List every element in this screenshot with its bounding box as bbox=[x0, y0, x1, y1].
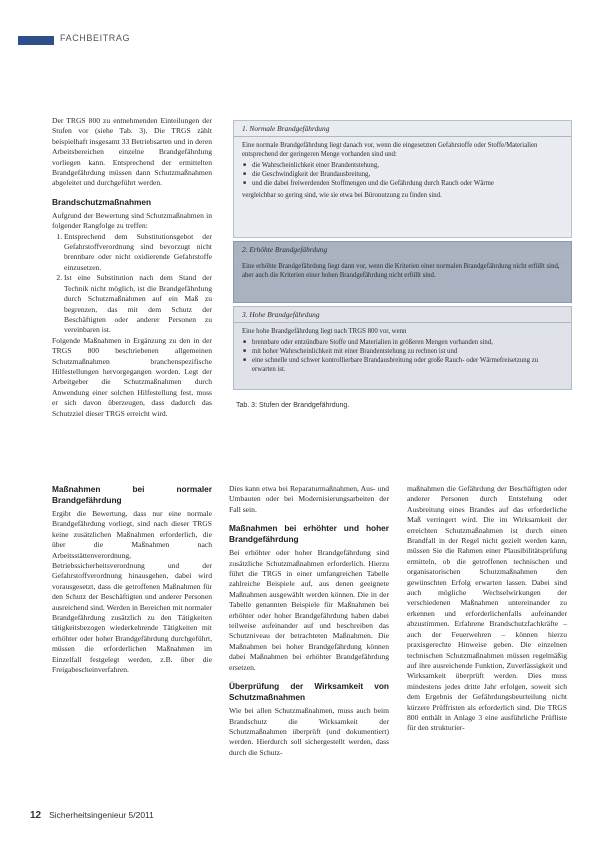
box-title: 1. Normale Brandgefährdung bbox=[234, 121, 571, 137]
page-number: 12 bbox=[30, 810, 42, 821]
body-paragraph: Bei erhöhter oder hoher Brandgefährdung sind zusätzliche Schutzmaßnahmen erforderlich. Hierzu führt die TRGS in einer umfangreichen Tabelle zahlreiche Beispiele auf, aus denen geeignete Maßnahmen ausgewählt werden können. Die in der Tabelle genannten Beispiele für Maßnahmen bei erhöhter oder hoher Brandgefährdung haben dabei teilweise aufeinander auf und beschreiben das Schutzniveau der betrachteten Maßnahmen. Die Maßnahmen bei hoher Brandgefährdung können dabei Maßnahmen bei erhöhter Brandgefährdung ersetzen. bbox=[229, 548, 389, 672]
box-text: Eine erhöhte Brandgefährdung liegt dann vor, wenn die Kriterien einer normalen Brandgefährdung nicht erfüllt sind, aber auch die Kriterien einer hohen Brandgefährdung nicht erfüllt sind. bbox=[242, 263, 560, 279]
box-title: 2. Erhöhte Brandgefährdung bbox=[234, 242, 571, 258]
section-color-bar bbox=[18, 36, 54, 45]
heading-brandschutzmassnahmen: Brandschutzmaßnahmen bbox=[52, 196, 152, 207]
heading-normal-hazard: Maßnahmen bei normaler Brandgefährdung bbox=[52, 484, 212, 505]
normal-hazard-box bbox=[233, 120, 572, 238]
box-text: Eine hohe Brandgefährdung liegt nach TRGS 800 vor, wenn bbox=[242, 328, 407, 335]
intro-paragraph: Der TRGS 800 zu entnehmenden Einteilungen der Stufen vor (siehe Tab. 3). Die TRGS zählt beispielhaft insgesamt 33 Betriebsarten und in deren Arbeitsbereichen einzelne Brandgefährdung vorliegen kann. Entsprechend der ermittelten Brandgefährdung müssen dann Schutzmaßnahmen abgeleitet und durchgeführt werden. bbox=[52, 116, 212, 188]
heading-increased-high-hazard: Maßnahmen bei erhöhter und hoher Brandgefährdung bbox=[229, 523, 389, 545]
box-list-item: ■ brennbare oder entzündbare Stoffe und Materialien in größeren Mengen vorhanden sind, bbox=[252, 338, 563, 347]
box-title: 3. Hohe Brandgefährdung bbox=[234, 307, 571, 323]
column-3 bbox=[407, 484, 567, 734]
figure-caption: Tab. 3: Stufen der Brandgefährdung. bbox=[236, 402, 350, 409]
lead-paragraph: Aufgrund der Bewertung sind Schutzmaßnahmen in folgender Rangfolge zu treffen: bbox=[52, 210, 212, 231]
box-list-item: ■ mit hoher Wahrscheinlichkeit mit einer Brandentstehung zu rechnen ist und bbox=[252, 347, 563, 356]
journal-name: Sicherheitsingenieur 5/2011 bbox=[49, 810, 154, 820]
section-label: FACHBEITRAG bbox=[60, 33, 131, 43]
increased-hazard-box bbox=[233, 241, 572, 303]
body-paragraph: Wie bei allen Schutzmaßnahmen, muss auch beim Brandschutz die Wirksamkeit der Schutzmaßnahmen überprüft (und dokumentiert) werden. Hierdurch soll sichergestellt werden, dass durch die Schutz- bbox=[229, 706, 389, 757]
body-paragraph: Dies kann etwa bei Reparaturmaßnahmen, Aus- und Umbauten oder bei Modernisierungsarbeiten der Fall sein. bbox=[229, 484, 389, 514]
numbered-list bbox=[52, 232, 212, 336]
column-1-lower bbox=[52, 484, 212, 676]
heading-effectiveness-check: Überprüfung der Wirksamkeit von Schutzmaßnahmen bbox=[229, 681, 389, 703]
body-paragraph: Ergibt die Bewertung, dass nur eine normale Brandgefährdung vorliegt, sind nach dieser TRGS keine zusätzlichen Maßnahmen erforderlich, die über die Maßnahmen nach Arbeitsstättenverordnung, Betriebssicherheitsverordnung und der Gefahrstoffverordnung hinausgehen, dabei wird vorausgesetzt, dass die getroffenen Maßnahmen für den Schutz der Beschäftigten und anderer Personen ausreichend sind. Werden in Bereichen mit normaler Brandgefährdung zusätzlich zu den Tätigkeiten tätigkeitsbezogen wiederkehrende Tätigkeiten mit erhöhter oder hoher Brandgefährdung durchgeführt, müssen die erforderlichen Maßnahmen im Einzelfall festgelegt werden, z.B. über die Freigabescheinverfahren. bbox=[52, 509, 212, 675]
box-list-item: ■ eine schnelle und schwer kontrollierbare Brandausbreitung oder große Rauch- oder Wärmefreisetzung zu erwarten ist. bbox=[252, 356, 563, 374]
box-text: Eine normale Brandgefährdung liegt danach vor, wenn die eingesetzten Gefahrstoffe oder Stoffe/Materialien entsprechend der geringeren Menge vorhanden sind und: bbox=[242, 142, 538, 158]
body-paragraph: maßnahmen die Gefährdung der Beschäftigten oder anderer Personen durch Entstehung oder Ausbreitung eines Brandes auf das erforderliche Maß verringert wird. Die im Wirksamkeit der erreichten Schutzmaßnahmen ist durch einen Brandfall in der Regel nicht gezielt werden kann, müssen Sie die Rahmen einer Plausibilitätsprüfung ermitteln, ob die getroffenen technischen und organisatorischen Schutzmaßnahmen den gewünschten Erfolg erwarten lassen. Dabei sind auch mögliche Wechselwirkungen der verschiedenen Maßnahmen untereinander zu erkennen und erforderlichenfalls aufeinander abzustimmen. Erfahrene Brandschutzfachkräfte – auch der Feuerwehren – können hierzu praxisgerechte Hinweise geben. Die einzelnen technischen Schutzmaßnahmen müssen regelmäßig auf ihre ausreichende Funktion, Zuverlässigkeit und Wirksamkeit überprüft werden. Dies muss mindestens jedes dritte Jahr erfolgen, soweit sich dem Ergebnis der Gefährdungsbeurteilung nicht kürzere Prüffristen als erforderlich sind. Die TRGS 800 enthält in Anlage 3 eine ausführliche Prüfliste für den strukturier- bbox=[407, 484, 567, 733]
box-note: vergleichbar so gering sind, wie sie etwa bei Büronutzung zu finden sind. bbox=[242, 192, 442, 199]
table-3-figure bbox=[233, 120, 570, 398]
list-item: 1. Entsprechend dem Substitutionsgebot der Gefahrstoffverordnung sind bevorzugt nicht brennbare oder nicht oxidierende Gefahrstoffe einzusetzen. bbox=[64, 232, 212, 274]
list-item: 2. Ist eine Substitution nach dem Stand der Technik nicht möglich, ist die Brandgefährdung durch Schutzmaßnahmen auf ein Maß zu begrenzen, das mit dem Schutz der Beschäftigten oder anderer Personen zu vereinbaren ist. bbox=[64, 273, 212, 335]
high-hazard-box bbox=[233, 306, 572, 390]
box-list-item: ■ die Wahrscheinlichkeit einer Brandentstehung, bbox=[252, 161, 563, 170]
page-footer bbox=[30, 810, 154, 821]
column-1-upper bbox=[52, 116, 212, 419]
tail-paragraph: Folgende Maßnahmen in Ergänzung zu den in der TRGS 800 beschriebenen allgemeinen Schutzmaßnahmen branchenspezifische Hilfestellungen hervorgegangen worden. Legt der Arbeitgeber die Schutzmaßnahmen durch Anwendung einer solchen Hilfestellung fest, muss er sich davon überzeugen, dass dadurch das Schutzziel dieser TRGS erreicht wird. bbox=[52, 335, 212, 418]
column-2 bbox=[229, 484, 389, 758]
box-list-item: ■ die Geschwindigkeit der Brandausbreitung, bbox=[252, 170, 563, 179]
box-list-item: ■ und die dabei freiwerdenden Stoffmengen und die Gefährdung durch Rauch oder Wärme bbox=[252, 179, 563, 188]
